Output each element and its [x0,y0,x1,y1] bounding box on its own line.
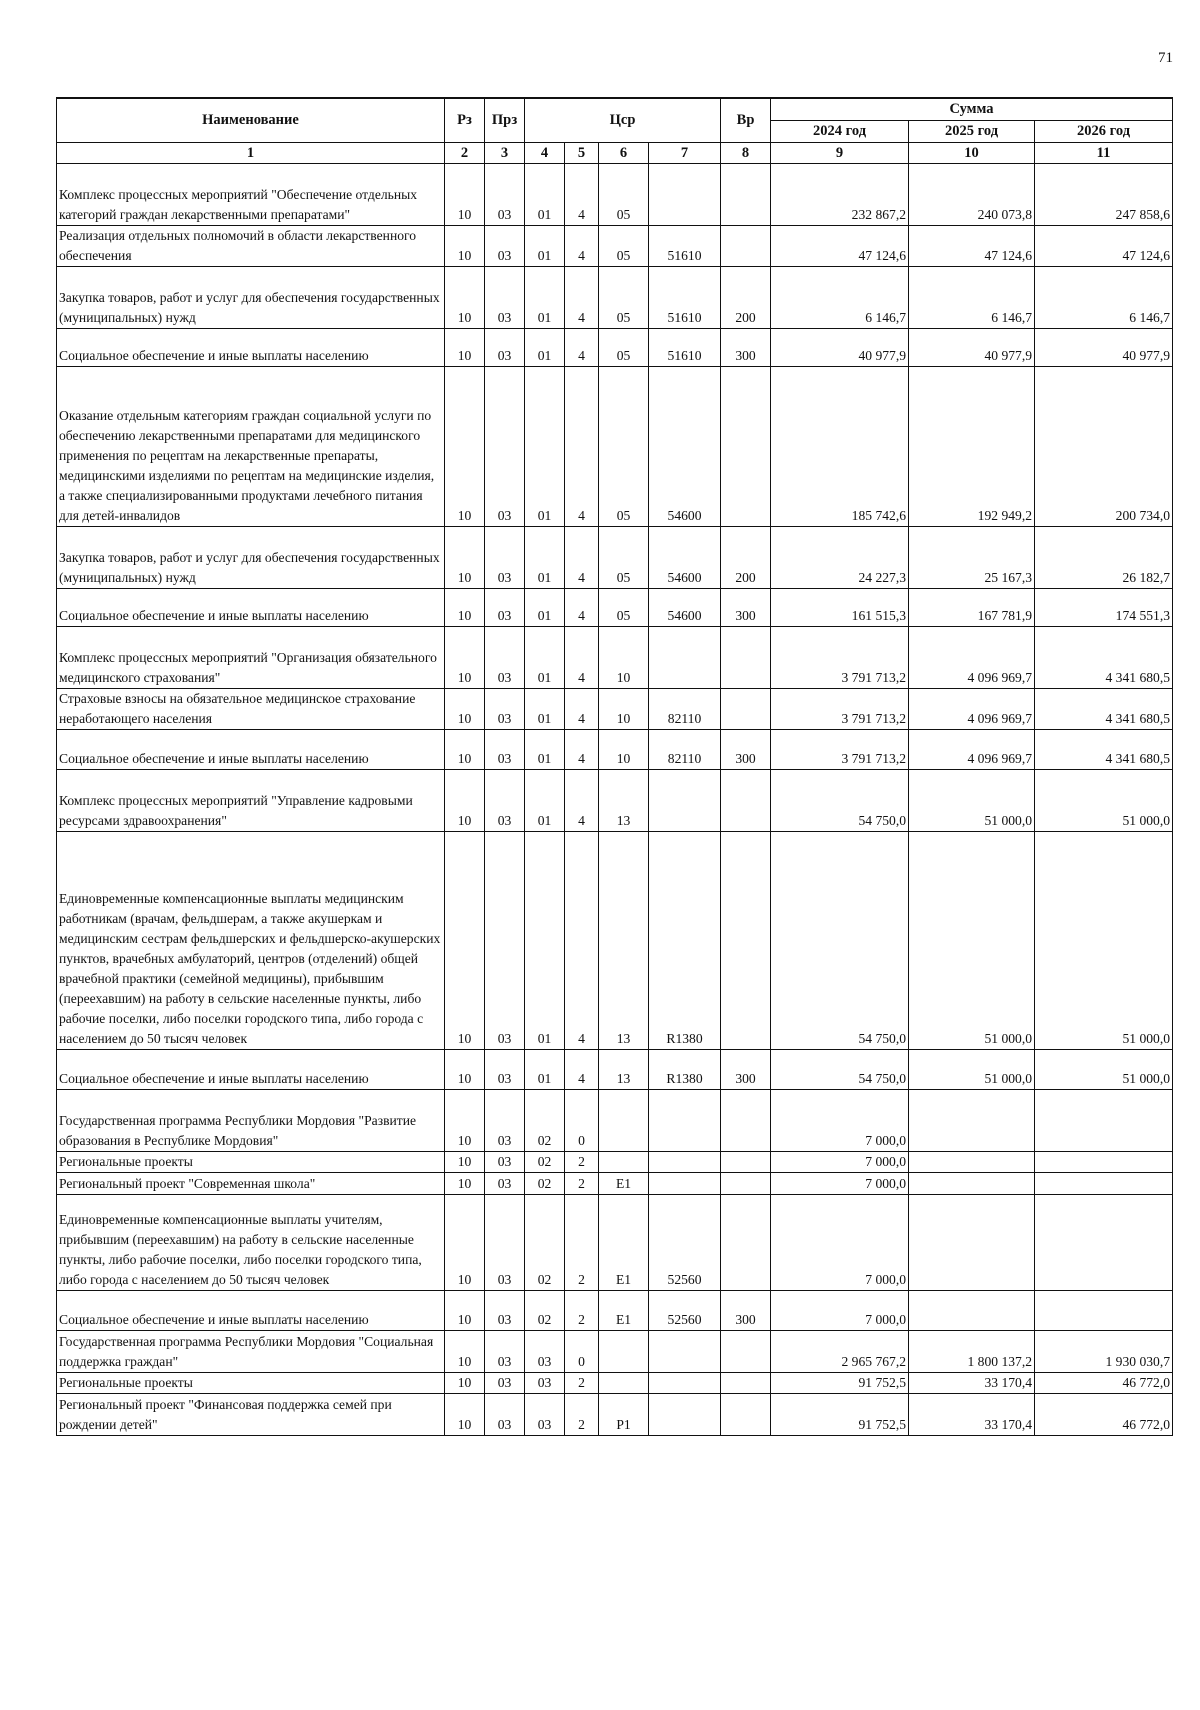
row-sum-2025: 167 781,9 [909,589,1035,627]
row-name: Комплекс процессных мероприятий "Управление кадровыми ресурсами здравоохранения" [57,770,445,832]
row-sum-2024: 161 515,3 [771,589,909,627]
row-sum-2024: 54 750,0 [771,832,909,1050]
table-row [57,267,1173,329]
table-row [57,832,1173,1050]
row-prz: 03 [485,329,525,367]
column-number: 8 [721,143,771,164]
table-row [57,1050,1173,1090]
row-rz: 10 [445,627,485,689]
row-csr-direction [649,164,721,226]
row-csr-program: 02 [525,1173,565,1195]
table-row [57,329,1173,367]
column-number: 3 [485,143,525,164]
row-csr-direction: 51610 [649,226,721,267]
row-vr [721,164,771,226]
row-rz: 10 [445,1050,485,1090]
row-sum-2024: 24 227,3 [771,527,909,589]
row-csr-complex: E1 [599,1195,649,1291]
row-rz: 10 [445,164,485,226]
row-sum-2025 [909,1152,1035,1173]
row-csr-complex: 13 [599,832,649,1050]
row-prz: 03 [485,1173,525,1195]
row-csr-complex: 05 [599,589,649,627]
row-csr-type: 4 [565,329,599,367]
table-row [57,689,1173,730]
row-vr [721,832,771,1050]
page-number: 71 [1158,50,1173,66]
row-csr-program: 01 [525,589,565,627]
column-number: 10 [909,143,1035,164]
row-csr-direction: 54600 [649,589,721,627]
row-sum-2026: 200 734,0 [1035,367,1173,527]
row-vr [721,1173,771,1195]
row-name: Региональный проект "Финансовая поддержка семей при рождении детей" [57,1394,445,1436]
row-csr-program: 03 [525,1373,565,1394]
row-sum-2025: 240 073,8 [909,164,1035,226]
row-csr-complex: P1 [599,1394,649,1436]
row-sum-2024: 54 750,0 [771,770,909,832]
row-csr-direction [649,770,721,832]
row-prz: 03 [485,1373,525,1394]
header-year-2026: 2026 год [1035,121,1173,143]
row-csr-program: 01 [525,226,565,267]
row-name: Социальное обеспечение и иные выплаты населению [57,1291,445,1331]
row-prz: 03 [485,267,525,329]
row-sum-2024: 7 000,0 [771,1195,909,1291]
row-sum-2024: 232 867,2 [771,164,909,226]
table-row [57,770,1173,832]
header-vr: Вр [721,98,771,143]
row-rz: 10 [445,1195,485,1291]
row-csr-type: 4 [565,226,599,267]
row-sum-2024: 7 000,0 [771,1152,909,1173]
row-sum-2025: 6 146,7 [909,267,1035,329]
table-row [57,1373,1173,1394]
table-row [57,527,1173,589]
row-rz: 10 [445,329,485,367]
row-prz: 03 [485,1291,525,1331]
row-sum-2025: 33 170,4 [909,1373,1035,1394]
row-sum-2024: 6 146,7 [771,267,909,329]
row-vr [721,627,771,689]
row-csr-direction: 52560 [649,1291,721,1331]
row-sum-2026: 51 000,0 [1035,1050,1173,1090]
row-csr-program: 01 [525,329,565,367]
row-csr-complex [599,1090,649,1152]
row-vr [721,367,771,527]
row-vr [721,1195,771,1291]
row-sum-2026: 51 000,0 [1035,770,1173,832]
row-sum-2026: 1 930 030,7 [1035,1331,1173,1373]
row-csr-complex: 05 [599,226,649,267]
row-sum-2025 [909,1090,1035,1152]
row-sum-2026: 4 341 680,5 [1035,627,1173,689]
row-csr-complex: 05 [599,329,649,367]
row-csr-type: 4 [565,164,599,226]
table-row [57,1152,1173,1173]
table-row [57,1195,1173,1291]
row-sum-2024: 7 000,0 [771,1090,909,1152]
row-name: Единовременные компенсационные выплаты медицинским работникам (врачам, фельдшерам, а также акушеркам и медицинским сестрам фельдшерских и фельдшерско-акушерских пунктов, врачебных амбулаторий, центров (отделений) общей врачебной практики (семейной медицины), прибывшим (переехавшим) на работу в сельские населенные пункты, либо рабочие поселки, либо поселки городского типа, либо города с населением до 50 тысяч человек [57,832,445,1050]
header-year-2025: 2025 год [909,121,1035,143]
row-csr-complex: 13 [599,1050,649,1090]
row-prz: 03 [485,367,525,527]
table-row [57,1331,1173,1373]
row-csr-program: 01 [525,689,565,730]
row-csr-complex [599,1152,649,1173]
row-csr-direction: 54600 [649,527,721,589]
header-sum: Сумма [771,98,1173,121]
row-prz: 03 [485,1195,525,1291]
header-name: Наименование [57,98,445,143]
row-name: Региональные проекты [57,1373,445,1394]
row-sum-2024: 7 000,0 [771,1173,909,1195]
row-sum-2025: 4 096 969,7 [909,689,1035,730]
row-csr-complex [599,1373,649,1394]
row-sum-2026: 51 000,0 [1035,832,1173,1050]
row-name: Государственная программа Республики Мордовия "Социальная поддержка граждан" [57,1331,445,1373]
row-sum-2025: 192 949,2 [909,367,1035,527]
row-csr-complex: 10 [599,627,649,689]
row-csr-type: 4 [565,589,599,627]
row-prz: 03 [485,164,525,226]
row-csr-type: 0 [565,1331,599,1373]
row-csr-direction: 82110 [649,689,721,730]
row-csr-type: 2 [565,1195,599,1291]
column-number: 9 [771,143,909,164]
row-csr-direction: 82110 [649,730,721,770]
table-row [57,1173,1173,1195]
row-rz: 10 [445,527,485,589]
table-row [57,1291,1173,1331]
row-sum-2024: 91 752,5 [771,1373,909,1394]
row-vr [721,1152,771,1173]
row-sum-2024: 3 791 713,2 [771,730,909,770]
row-csr-program: 03 [525,1331,565,1373]
row-sum-2024: 3 791 713,2 [771,627,909,689]
row-sum-2026: 40 977,9 [1035,329,1173,367]
row-vr [721,770,771,832]
row-vr [721,1090,771,1152]
row-csr-program: 01 [525,770,565,832]
row-sum-2025 [909,1173,1035,1195]
column-number: 4 [525,143,565,164]
row-csr-type: 4 [565,627,599,689]
row-sum-2026: 47 124,6 [1035,226,1173,267]
row-sum-2026: 4 341 680,5 [1035,730,1173,770]
row-rz: 10 [445,226,485,267]
row-sum-2026: 46 772,0 [1035,1373,1173,1394]
column-number: 2 [445,143,485,164]
budget-table [56,97,1173,1436]
row-name: Комплекс процессных мероприятий "Организация обязательного медицинского страхования" [57,627,445,689]
row-sum-2026 [1035,1291,1173,1331]
row-prz: 03 [485,689,525,730]
row-rz: 10 [445,832,485,1050]
row-sum-2026 [1035,1152,1173,1173]
row-prz: 03 [485,226,525,267]
row-sum-2026 [1035,1173,1173,1195]
row-csr-type: 2 [565,1291,599,1331]
row-name: Единовременные компенсационные выплаты учителям, прибывшим (переехавшим) на работу в сельские населенные пункты, либо рабочие поселки, либо поселки городского типа, либо города с населением до 50 тысяч человек [57,1195,445,1291]
row-vr [721,1373,771,1394]
row-sum-2025: 51 000,0 [909,832,1035,1050]
row-csr-direction: 51610 [649,329,721,367]
row-name: Комплекс процессных мероприятий "Обеспечение отдельных категорий граждан лекарственными препаратами" [57,164,445,226]
row-sum-2024: 47 124,6 [771,226,909,267]
table-row [57,164,1173,226]
row-vr [721,226,771,267]
table-row [57,226,1173,267]
row-name: Социальное обеспечение и иные выплаты населению [57,730,445,770]
row-vr: 300 [721,1291,771,1331]
row-csr-direction: 54600 [649,367,721,527]
row-sum-2024: 40 977,9 [771,329,909,367]
row-sum-2026: 26 182,7 [1035,527,1173,589]
row-csr-complex: 13 [599,770,649,832]
row-csr-direction [649,1173,721,1195]
row-sum-2025: 25 167,3 [909,527,1035,589]
row-csr-complex: 10 [599,689,649,730]
column-number: 7 [649,143,721,164]
row-csr-direction: 51610 [649,267,721,329]
row-prz: 03 [485,1090,525,1152]
row-sum-2024: 7 000,0 [771,1291,909,1331]
row-rz: 10 [445,770,485,832]
row-csr-program: 01 [525,527,565,589]
row-rz: 10 [445,1373,485,1394]
row-csr-type: 4 [565,770,599,832]
table-row [57,589,1173,627]
row-csr-type: 0 [565,1090,599,1152]
column-numbers-row [57,143,1173,164]
row-rz: 10 [445,730,485,770]
row-vr: 200 [721,527,771,589]
row-csr-type: 2 [565,1373,599,1394]
row-name: Государственная программа Республики Мордовия "Развитие образования в Республике Мордовия" [57,1090,445,1152]
row-sum-2026 [1035,1090,1173,1152]
row-sum-2025: 33 170,4 [909,1394,1035,1436]
row-sum-2024: 54 750,0 [771,1050,909,1090]
row-csr-complex: E1 [599,1291,649,1331]
row-name: Оказание отдельным категориям граждан социальной услуги по обеспечению лекарственными препаратами для медицинского применения по рецептам на лекарственные препараты, медицинскими изделиями по рецептам на медицинские изделия, а также специализированными продуктами лечебного питания для детей-инвалидов [57,367,445,527]
row-sum-2024: 2 965 767,2 [771,1331,909,1373]
row-csr-program: 03 [525,1394,565,1436]
row-sum-2025: 1 800 137,2 [909,1331,1035,1373]
row-name: Закупка товаров, работ и услуг для обеспечения государственных (муниципальных) нужд [57,527,445,589]
row-name: Реализация отдельных полномочий в области лекарственного обеспечения [57,226,445,267]
row-sum-2026: 247 858,6 [1035,164,1173,226]
table-row [57,367,1173,527]
row-prz: 03 [485,770,525,832]
row-rz: 10 [445,1331,485,1373]
row-csr-type: 4 [565,730,599,770]
row-csr-direction: R1380 [649,832,721,1050]
row-csr-complex: 10 [599,730,649,770]
table-body [57,164,1173,1436]
row-csr-complex: 05 [599,527,649,589]
row-name: Региональный проект "Современная школа" [57,1173,445,1195]
row-name: Социальное обеспечение и иные выплаты населению [57,589,445,627]
row-csr-complex: 05 [599,267,649,329]
row-sum-2024: 3 791 713,2 [771,689,909,730]
row-csr-direction: R1380 [649,1050,721,1090]
row-name: Региональные проекты [57,1152,445,1173]
row-csr-program: 01 [525,267,565,329]
row-prz: 03 [485,1331,525,1373]
row-name: Социальное обеспечение и иные выплаты населению [57,1050,445,1090]
row-csr-direction: 52560 [649,1195,721,1291]
column-number: 6 [599,143,649,164]
row-csr-program: 01 [525,627,565,689]
header-rz: Рз [445,98,485,143]
row-rz: 10 [445,1291,485,1331]
row-csr-type: 4 [565,367,599,527]
row-sum-2025 [909,1195,1035,1291]
row-csr-type: 2 [565,1152,599,1173]
row-vr: 300 [721,730,771,770]
table-row [57,1090,1173,1152]
row-sum-2025: 4 096 969,7 [909,730,1035,770]
row-csr-program: 01 [525,1050,565,1090]
row-rz: 10 [445,267,485,329]
row-rz: 10 [445,1152,485,1173]
row-csr-type: 4 [565,267,599,329]
row-rz: 10 [445,1394,485,1436]
row-csr-program: 02 [525,1090,565,1152]
row-csr-direction [649,1152,721,1173]
table-row [57,730,1173,770]
row-sum-2025: 47 124,6 [909,226,1035,267]
row-sum-2025: 40 977,9 [909,329,1035,367]
row-csr-type: 4 [565,527,599,589]
row-vr: 300 [721,329,771,367]
row-sum-2024: 91 752,5 [771,1394,909,1436]
row-csr-program: 02 [525,1195,565,1291]
row-csr-complex [599,1331,649,1373]
row-name: Закупка товаров, работ и услуг для обеспечения государственных (муниципальных) нужд [57,267,445,329]
column-number: 1 [57,143,445,164]
row-csr-complex: 05 [599,164,649,226]
row-csr-program: 01 [525,164,565,226]
table-row [57,627,1173,689]
header-csr: Цср [525,98,721,143]
row-vr: 200 [721,267,771,329]
row-vr: 300 [721,1050,771,1090]
row-sum-2025: 51 000,0 [909,770,1035,832]
row-name: Социальное обеспечение и иные выплаты населению [57,329,445,367]
row-csr-direction [649,1090,721,1152]
row-csr-direction [649,1394,721,1436]
row-sum-2025: 51 000,0 [909,1050,1035,1090]
column-number: 11 [1035,143,1173,164]
row-csr-direction [649,627,721,689]
header-prz: Прз [485,98,525,143]
row-prz: 03 [485,832,525,1050]
row-csr-program: 02 [525,1152,565,1173]
row-csr-program: 02 [525,1291,565,1331]
row-prz: 03 [485,1050,525,1090]
row-csr-program: 01 [525,832,565,1050]
row-rz: 10 [445,689,485,730]
row-vr [721,689,771,730]
header-year-2024: 2024 год [771,121,909,143]
row-sum-2025 [909,1291,1035,1331]
row-name: Страховые взносы на обязательное медицинское страхование неработающего населения [57,689,445,730]
row-prz: 03 [485,527,525,589]
row-vr [721,1331,771,1373]
row-prz: 03 [485,730,525,770]
row-csr-direction [649,1373,721,1394]
row-csr-type: 2 [565,1394,599,1436]
row-rz: 10 [445,1173,485,1195]
table-row [57,1394,1173,1436]
row-sum-2025: 4 096 969,7 [909,627,1035,689]
row-prz: 03 [485,589,525,627]
row-sum-2026: 46 772,0 [1035,1394,1173,1436]
row-prz: 03 [485,1394,525,1436]
row-csr-program: 01 [525,730,565,770]
row-rz: 10 [445,1090,485,1152]
row-rz: 10 [445,589,485,627]
row-rz: 10 [445,367,485,527]
row-csr-type: 2 [565,1173,599,1195]
row-sum-2026 [1035,1195,1173,1291]
row-csr-complex: E1 [599,1173,649,1195]
row-sum-2026: 4 341 680,5 [1035,689,1173,730]
row-sum-2026: 174 551,3 [1035,589,1173,627]
row-csr-program: 01 [525,367,565,527]
row-csr-complex: 05 [599,367,649,527]
row-csr-type: 4 [565,689,599,730]
row-vr [721,1394,771,1436]
row-csr-type: 4 [565,1050,599,1090]
row-prz: 03 [485,627,525,689]
row-sum-2026: 6 146,7 [1035,267,1173,329]
column-number: 5 [565,143,599,164]
row-csr-type: 4 [565,832,599,1050]
row-vr: 300 [721,589,771,627]
row-csr-direction [649,1331,721,1373]
row-prz: 03 [485,1152,525,1173]
row-sum-2024: 185 742,6 [771,367,909,527]
